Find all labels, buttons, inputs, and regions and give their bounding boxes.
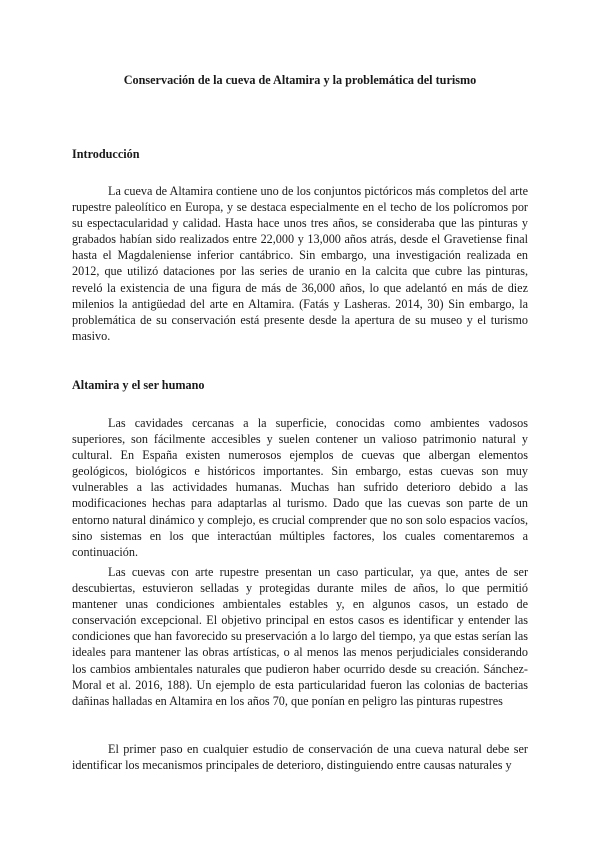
paragraph-introduccion: La cueva de Altamira contiene uno de los conjuntos pictóricos más completos del arte rupestre paleolítico en Europa, y se destaca especialmente en el techo de los polícromos por su espectacularidad y calidad. Hasta hace unos tres años, se consideraba que las pinturas y grabados habían sido realizados entre 22,000 y 13,000 años atrás, desde el Gravetiense final hasta el Magdaleniense inferior cantábrico. Sin embargo, una investigación realizada en 2012, que utilizó dataciones por las series de uranio en la calcita que cubre las pinturas, reveló la existencia de una figura de más de 36,000 años, lo que adelantó en más de diez milenios la antigüedad del arte en Altamira. (Fatás y Lasheras. 2014, 30) Sin embargo, la problemática de su conservación está presente desde la apertura de su museo y el turismo masivo. bbox=[72, 184, 528, 343]
paragraph-primer-paso: El primer paso en cualquier estudio de conservación de una cueva natural debe ser identificar los mecanismos principales de deterioro, distinguiendo entre causas naturales y bbox=[72, 742, 528, 773]
section-heading-introduccion: Introducción bbox=[72, 147, 140, 161]
paragraph-cavidades: Las cavidades cercanas a la superficie, conocidas como ambientes vadosos superiores, son fácilmente accesibles y suelen contener un valioso patrimonio natural y cultural. En España existen numerosos ejemplos de cuevas que albergan elementos geológicos, biológicos e históricos importantes. Sin embargo, estas cuevas son muy vulnerables a las actividades humanas. Muchas han sufrido deterioro debido a las modificaciones hechas para adaptarlas al turismo. Dado que las cuevas son parte de un entorno natural dinámico y complejo, es crucial comprender que no son solo espacios vacíos, sino sistemas en los que interactúan múltiples factores, los cuales comentaremos a continuación. bbox=[72, 416, 528, 559]
document-title: Conservación de la cueva de Altamira y la problemática del turismo bbox=[123, 73, 477, 87]
section-heading-altamira-ser-humano: Altamira y el ser humano bbox=[72, 378, 205, 392]
paragraph-cuevas-arte-rupestre: Las cuevas con arte rupestre presentan un caso particular, ya que, antes de ser descubiertas, estuvieron selladas y protegidas durante miles de años, lo que permitió mantener unas condiciones ambientales estables y, en algunos casos, un estado de conservación excepcional. El objetivo principal en estos casos es identificar y entender las condiciones que han favorecido su preservación a lo largo del tiempo, ya que estas serían las ideales para mantener las obras artísticas, o al menos las menos perjudiciales considerando los cambios ambientales naturales que pudieron haber ocurrido desde su creación. Sánchez-Moral et al. 2016, 188). Un ejemplo de esta particularidad fueron las colonias de bacterias dañinas halladas en Altamira en los años 70, que ponían en peligro las pinturas rupestres bbox=[72, 565, 528, 708]
